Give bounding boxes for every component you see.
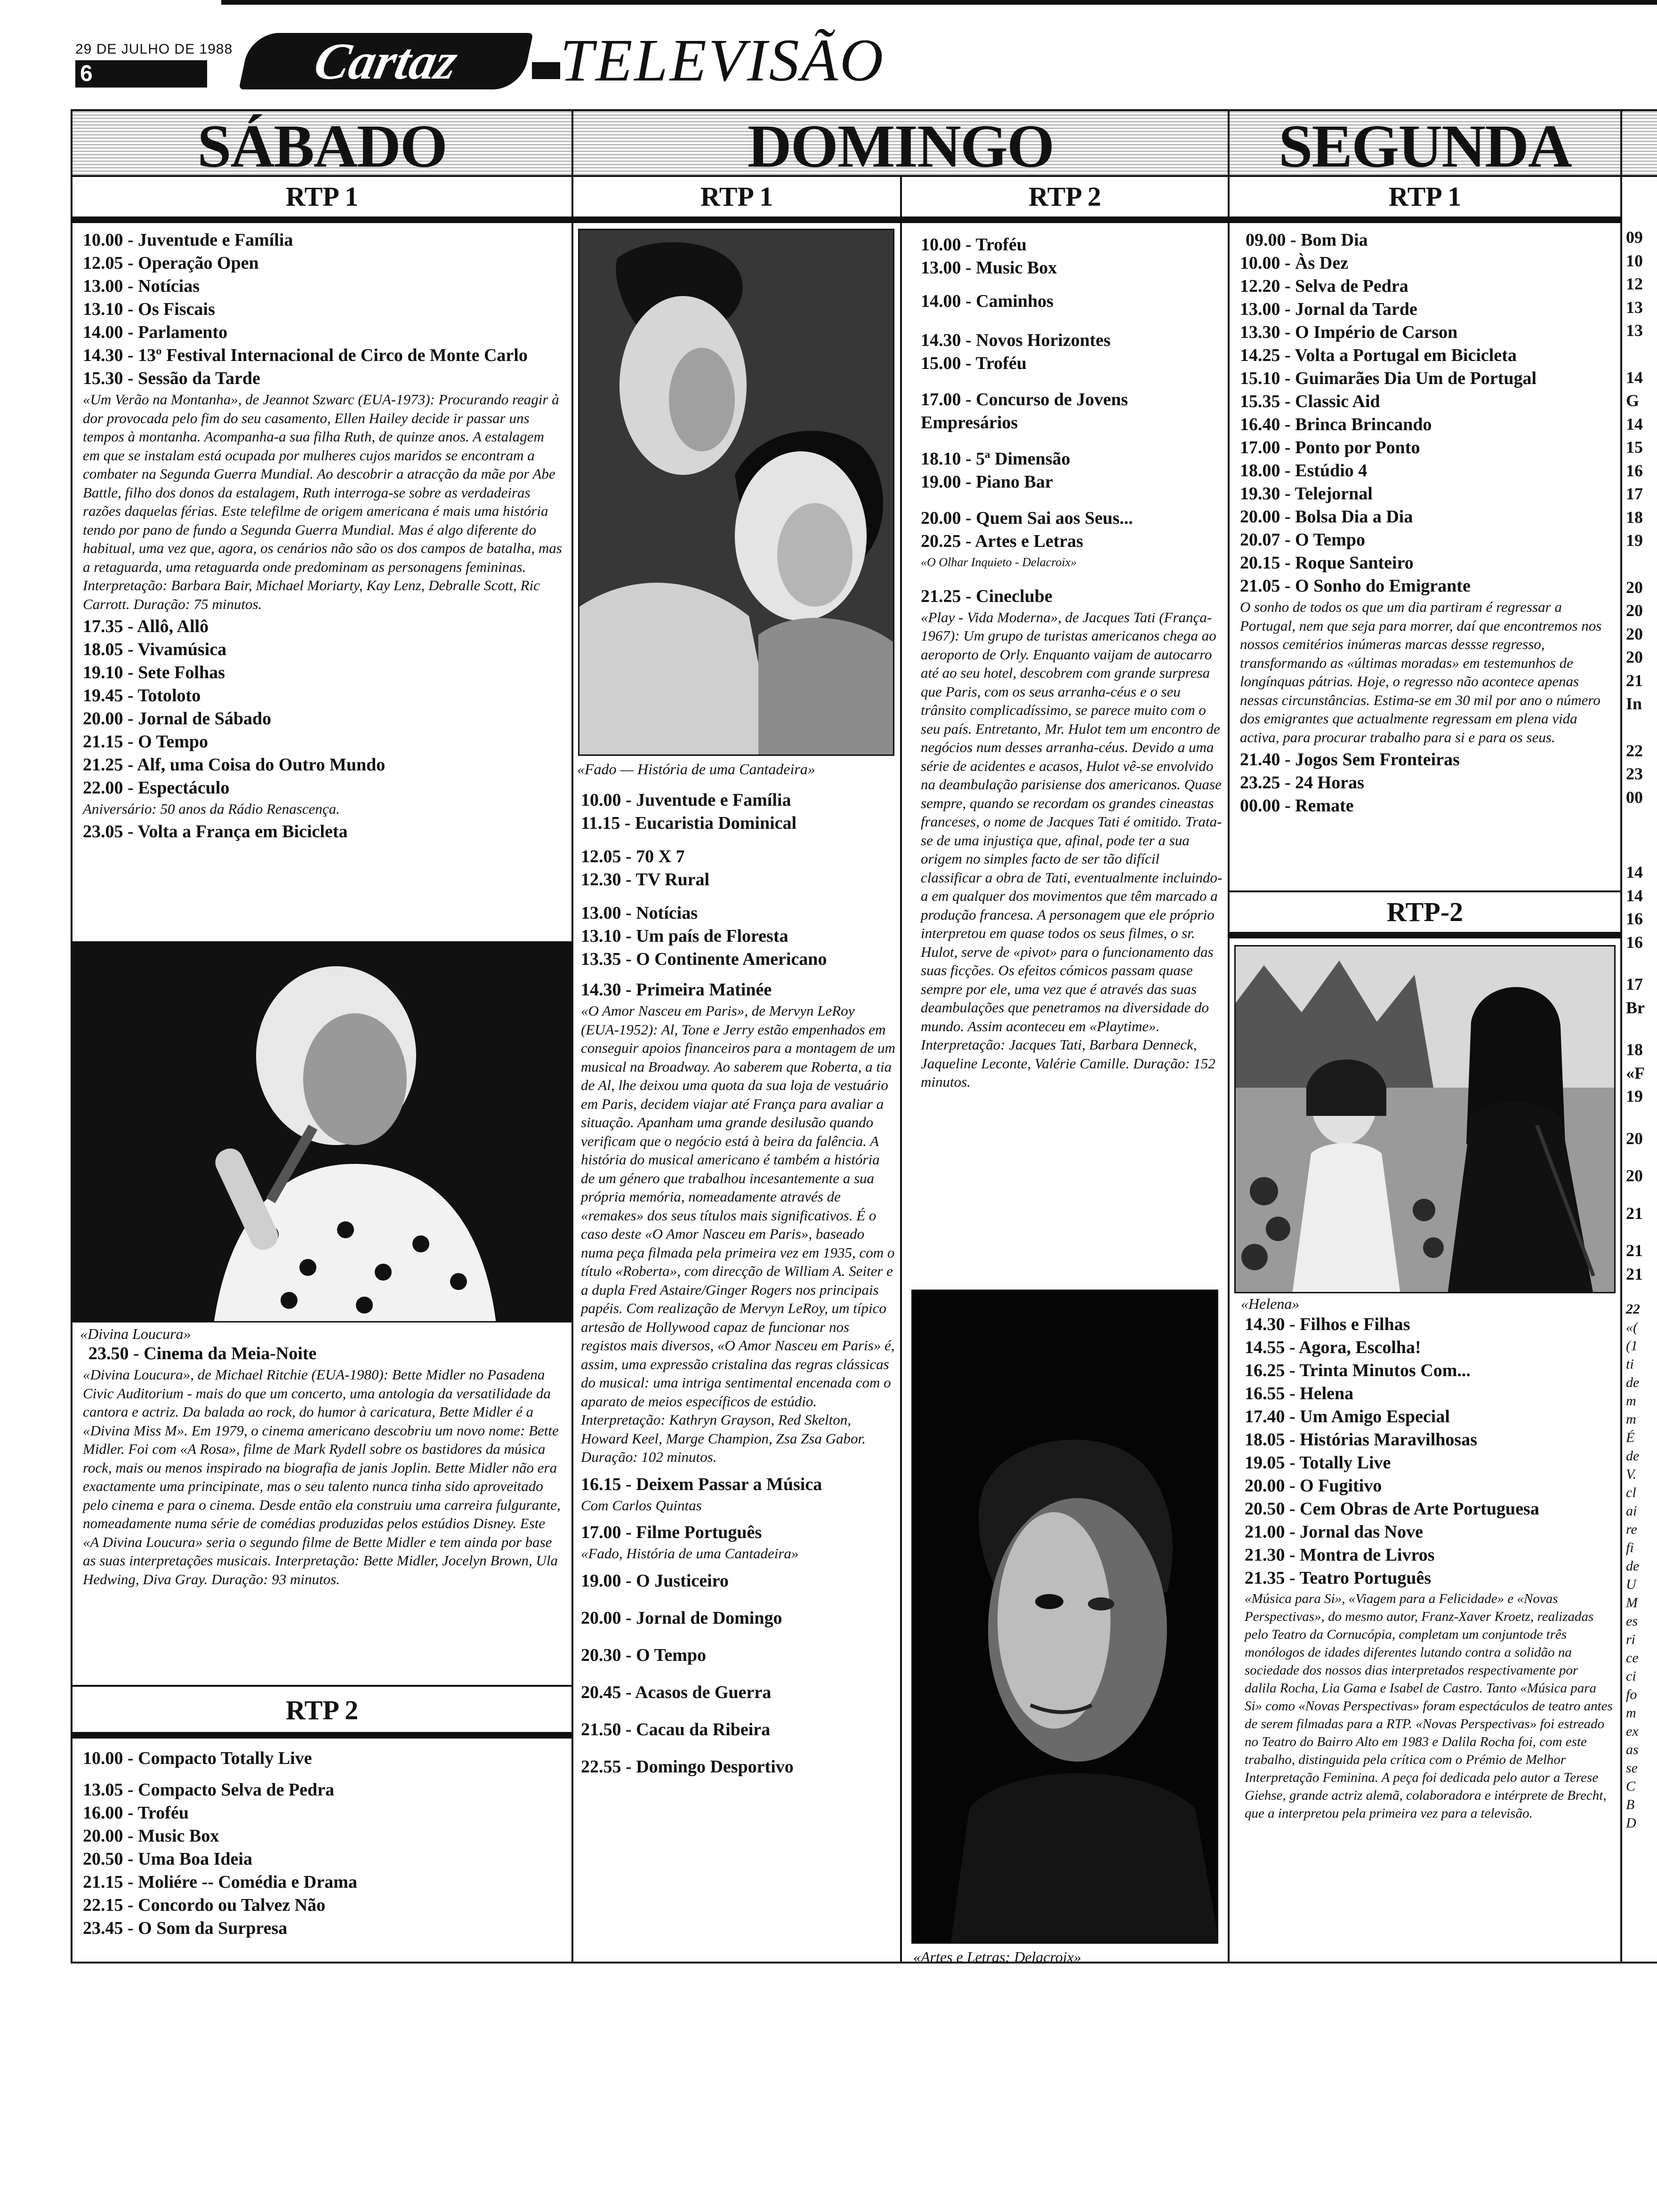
program-item: 22.15 - Concordo ou Talvez Não: [83, 1895, 326, 1915]
fragment: M: [1626, 1595, 1638, 1611]
fragment: In: [1626, 694, 1642, 713]
program-description: Com Carlos Quintas: [581, 1497, 702, 1514]
top-rule: [221, 0, 1657, 5]
program-item: 15.00 - Troféu: [921, 353, 1027, 373]
program-item: 21.30 - Montra de Livros: [1245, 1545, 1435, 1565]
fragment: Br: [1626, 998, 1645, 1017]
program-item: 16.25 - Trinta Minutos Com...: [1245, 1361, 1471, 1380]
program-item: 17.35 - Allô, Allô: [83, 617, 209, 636]
program-item: 15.35 - Classic Aid: [1240, 392, 1380, 411]
fragment: 21: [1626, 671, 1643, 690]
program-item: 12.05 - Operação Open: [83, 253, 259, 273]
program-item: 21.00 - Jornal das Nove: [1245, 1522, 1423, 1542]
program-item: 19.10 - Sete Folhas: [83, 663, 225, 682]
program-description: «Música para Si», «Viagem para a Felicidade» e «Novas Perspectivas», do mesmo autor, Franz-Xaver Kroetz, realizadas pelo Teatro da Cornucópia, completam um conjuntode três monólogos de idades diferentes lutando contra a solidão na sociedade dos nossos dias interpretados respectivamente por dalila Rocha, Lia Gama e Isabel de Castro. Tanto «Música para Si» como «Novas Perspectivas» foram espectáculos de teatro antes de serem filmadas para a RTP. «Novas Perspectivas» foi estreado no Teatro do Bairro Alto em 1983 e Dalila Rocha foi, com este trabalho, distinguida pela crítica com o Prémio de Melhor Interpretação Feminina. A peça foi dedicada pelo autor a Terese Giehse, grande actriz alemã, colaboradora e intérprete de Brecht, que a interpretou pela primeira vez para a televisão.: [1245, 1591, 1613, 1821]
program-item: 23.25 - 24 Horas: [1240, 773, 1364, 793]
program-item: 14.25 - Volta a Portugal em Bicicleta: [1240, 345, 1517, 365]
program-item: 20.07 - O Tempo: [1240, 530, 1366, 550]
fragment: de: [1626, 1558, 1640, 1574]
fragment: 20: [1626, 601, 1643, 620]
program-item: 14.55 - Agora, Escolha!: [1245, 1338, 1421, 1357]
photo-caption: «Artes e Letras: Delacroix»: [913, 1948, 1081, 1965]
program-item: 19.00 - Piano Bar: [921, 472, 1053, 492]
channel-title: RTP 1: [1230, 177, 1620, 223]
program-item: 13.35 - O Continente Americano: [581, 949, 827, 969]
fragment: re: [1626, 1522, 1637, 1537]
photo-helena: [1234, 945, 1616, 1293]
fragment: 00: [1626, 787, 1643, 807]
program-item: 21.15 - O Tempo: [83, 732, 209, 752]
program-item: 23.05 - Volta a França em Bicicleta: [83, 821, 348, 842]
fragment: 15: [1626, 438, 1643, 457]
fragment: V.: [1626, 1467, 1636, 1482]
program-item: 20.25 - Artes e Letras: [921, 531, 1084, 551]
program-description: «Play - Vida Moderna», de Jacques Tati (França-1967): Um grupo de turistas americanos chega ao aeroporto de Orly. Enquanto vaijam de autocarro até ao seu hotel, descobrem com grande surpresa que Paris, com os seus arranha-céus e o seu trânsito complicadíssimo, se parece muito com o seu país. Entretanto, Mr. Hulot tem um encontro de negócios num desses arranha-céus. Devido a uma série de acidentes e acasos, Hulot vê-se envolvido na deambulação parisiense dos americanos. Quase sempre, quando se recordam os grandes cineastas franceses, o nome de Jacques Tati é omitido. Trata-se de uma injustiça que, afinal, pode ter a sua origem no simples facto de ser tão difícil classificar a obra de Tati, eventualmente incluindo-a em qualquer dos movimentos que têm marcado a produção francesa. A personagem que ele próprio interpretou em quase todos os seus filmes, o sr. Hulot, serve de «pivot» para o funcionamento das suas ficções. Os efeitos cómicos passam quase sempre por ele, uma vez que é através das suas deambulações que penetramos na diversidade do mundo. Assim aconteceu em «Playtime». Interpretação: Jacques Tati, Barbara Denneck, Jaqueline Leconte, Valérie Camille. Duração: 152 minutos.: [921, 609, 1223, 1090]
program-item: 13.30 - O Império de Carson: [1240, 322, 1458, 342]
program-item: 20.00 - Bolsa Dia a Dia: [1240, 507, 1413, 527]
program-item: 10.00 - Juventude e Família: [83, 230, 293, 250]
photo-caption: «Fado — História de uma Cantadeira»: [577, 761, 815, 777]
program-item: 14.30 - Filhos e Filhas: [1245, 1314, 1410, 1334]
channel-title: RTP-2: [1230, 892, 1620, 938]
fragment: 20: [1626, 577, 1643, 597]
fragment: 20: [1626, 1129, 1643, 1148]
fragment: se: [1626, 1760, 1638, 1776]
program-item: 16.00 - Troféu: [83, 1803, 189, 1823]
page-number: 6: [75, 60, 207, 88]
fragment: D: [1626, 1815, 1636, 1831]
program-item: 21.05 - O Sonho do Emigrante: [1240, 576, 1471, 596]
program-item: 14.30 - Primeira Matinée: [581, 980, 772, 1000]
fragment: 22: [1626, 1301, 1640, 1317]
sabado-rtp1-late: [72, 1342, 571, 1681]
program-item: 19.45 - Totoloto: [83, 686, 201, 705]
fragment: 21: [1626, 1264, 1643, 1283]
fragment: 18: [1626, 1040, 1643, 1059]
program-item: 21.35 - Teatro Português: [1245, 1568, 1432, 1588]
photo-divina-loucura: [72, 941, 571, 1322]
program-item: 10.00 - Juventude e Família: [581, 790, 791, 810]
fragment: 14: [1626, 886, 1643, 905]
program-item: 11.15 - Eucaristia Dominical: [581, 813, 797, 833]
program-item: 21.50 - Cacau da Ribeira: [581, 1719, 771, 1739]
program-item: 20.00 - Quem Sai aos Seus...: [921, 508, 1133, 528]
day-header-domingo: DOMINGO: [573, 111, 1228, 177]
program-item: 10.00 - Compacto Totally Live: [83, 1748, 312, 1768]
program-item: 23.45 - O Som da Surpresa: [83, 1918, 288, 1938]
edge-column-fragments: [1622, 226, 1657, 1958]
segunda-rtp2-list: [1230, 1313, 1620, 1963]
program-description: «Fado, História de uma Cantadeira»: [581, 1545, 799, 1562]
photo-caption: «Helena»: [1241, 1295, 1300, 1312]
fragment: ai: [1626, 1503, 1637, 1519]
program-item: 20.50 - Uma Boa Ideia: [83, 1849, 252, 1869]
sabado-rtp2-column: [72, 1687, 571, 1964]
photo-image: [579, 230, 894, 756]
program-item: 19.30 - Telejornal: [1240, 484, 1373, 504]
cartaz-logo: Cartaz: [239, 33, 533, 89]
program-item: 13.00 - Notícias: [581, 903, 698, 923]
program-item: 20.00 - Jornal de Domingo: [581, 1608, 782, 1628]
fragment: 17: [1626, 975, 1643, 994]
program-item: 13.10 - Os Fiscais: [83, 299, 215, 319]
photo-image: [1236, 946, 1616, 1293]
program-item: 12.05 - 70 X 7: [581, 847, 685, 866]
fragment: as: [1626, 1742, 1639, 1757]
fragment: ti: [1626, 1356, 1634, 1372]
photo-delacroix: [911, 1290, 1218, 1944]
fragment: ri: [1626, 1632, 1636, 1647]
fragment: 18: [1626, 507, 1643, 527]
program-item: 18.10 - 5ª Dimensão: [921, 449, 1070, 469]
photo-caption: «Divina Loucura»: [80, 1325, 191, 1342]
channel-title: RTP 2: [902, 177, 1228, 223]
fragment: cl: [1626, 1485, 1636, 1500]
day-header-segunda: SEGUNDA: [1230, 111, 1620, 177]
fragment: 22: [1626, 741, 1643, 760]
program-item: 09.00 - Bom Dia: [1246, 230, 1368, 250]
program-item: 21.25 - Cineclube: [921, 586, 1053, 606]
program-item: 13.00 - Music Box: [921, 258, 1057, 278]
fragment: 14: [1626, 368, 1643, 387]
fragment: 13: [1626, 297, 1643, 317]
fragment: «(: [1626, 1320, 1638, 1335]
domingo-rtp1-column: [573, 177, 900, 1964]
program-item: 22.00 - Espectáculo: [83, 778, 230, 798]
program-item: 21.15 - Moliére -- Comédia e Drama: [83, 1872, 357, 1892]
program-item: 20.00 - Jornal de Sábado: [83, 709, 272, 729]
fragment: 16: [1626, 909, 1643, 928]
program-description: «Um Verão na Montanha», de Jeannot Szwarc (EUA-1973): Procurando reagir à dor provocada pelo fim do seu casamento, Ellen Hailey decide ir passar uns tempos à montanha. Acompanha-a sua filha Ruth, de quinze anos. A estalagem em que se instalam está ocupada por mulheres cujos maridos se encontram a combater na Segunda Guerra Mundial. Ao descobrir a atracção da mãe por Abe Battle, filho dos donos da estalagem, Ruth interroga-se sobre as verdadeiras razões daquelas férias. Este telefilme de origem americana é mais uma história tendo por pano de fundo a Segunda Guerra Mundial. Mas é algo diferente do habitual, uma vez que, agora, os cenários não são os dos campos de batalha, mas a retaguarda, uma retaguarda onde predominam as personagens femininas. Interpretação: Barbara Bair, Michael Moriarty, Kay Lenz, Debralle Scott, Ric Carrott. Duração: 75 minutos.: [83, 391, 562, 612]
fragment: es: [1626, 1613, 1638, 1629]
fragment: 12: [1626, 274, 1643, 293]
day-header-sabado: SÁBADO: [72, 111, 571, 177]
fragment: 16: [1626, 932, 1643, 952]
program-item: 21.25 - Alf, uma Coisa do Outro Mundo: [83, 755, 386, 775]
program-item: 13.10 - Um país de Floresta: [581, 926, 788, 946]
program-item: 13.05 - Compacto Selva de Pedra: [83, 1780, 335, 1800]
program-item: 20.30 - O Tempo: [581, 1645, 707, 1665]
fragment: C: [1626, 1779, 1636, 1794]
program-item: 10.00 - Às Dez: [1240, 253, 1349, 273]
program-item: 18.05 - Histórias Maravilhosas: [1245, 1430, 1477, 1450]
program-item: 17.00 - Filme Português: [581, 1523, 762, 1542]
fragment: 13: [1626, 321, 1643, 340]
photo-fado: [578, 229, 894, 756]
fragment: 17: [1626, 484, 1643, 503]
program-item: 14.30 - Novos Horizontes: [921, 330, 1111, 350]
program-item: 15.10 - Guimarães Dia Um de Portugal: [1240, 369, 1537, 388]
issue-date: 29 DE JULHO DE 1988: [75, 41, 233, 57]
program-description: «Divina Loucura», de Michael Ritchie (EUA-1980): Bette Midler no Pasadena Civic Auditorium - mais do que um concerto, uma antologia da versatilidade da cantora e actriz. Da balada ao rock, do humor à caricatura, Bette Midler é a «Divina Miss M». Em 1979, o cinema americano descobriu um novo nome: Bette Midler. Foi com «A Rosa», filme de Mark Rydell sobre os bastidores da música rock, mais ou menos inspirado na biografia de janis Joplin. Bette Midler não era exactamente uma principinate, mas o seu talento nunca tinha sido aproveitado pelo cinema e para o cinema. Desde então ela construiu uma carreira fulgurante, nomeadamente numa série de comédias produzidas pelos estúdios Disney. Este «A Divina Loucura» seria o segundo filme de Bette Midler e tem ainda por base as suas interpretações musicais. Interpretação: Bette Midler, Jocelyn Brown, Ula Hedwing, Diva Gray. Duração: 93 minutos.: [83, 1366, 561, 1587]
fragment: ce: [1626, 1650, 1639, 1666]
fragment: 23: [1626, 764, 1643, 783]
program-item: 13.00 - Notícias: [83, 276, 200, 296]
fragment: 21: [1626, 1203, 1643, 1223]
fragment: m: [1626, 1705, 1636, 1721]
program-item: 16.15 - Deixem Passar a Música: [581, 1474, 822, 1494]
program-item: 22.55 - Domingo Desportivo: [581, 1756, 794, 1777]
fragment: 14: [1626, 863, 1643, 882]
program-item: 00.00 - Remate: [1240, 796, 1354, 816]
fragment: 19: [1626, 1087, 1643, 1106]
program-item: 20.00 - O Fugitivo: [1245, 1476, 1382, 1496]
photo-image: [913, 1291, 1218, 1944]
fragment: 16: [1626, 461, 1643, 480]
program-description: O sonho de todos os que um dia partiram é regressar a Portugal, nem que seja para morrer, daí que encontremos nos nossos cemitérios inúmeras marcas dessse regresso, transformando as «últimas moradas» em testemunhos de longínquas pátrias. Hoje, o regresso não acontece apenas nessas circunstâncias. Estima-se em 30 mil por ano o número dos emigrantes que actualmente regressam em plena vida activa, para procurar trabalho para si e para os seus.: [1240, 599, 1602, 745]
fragment: G: [1626, 391, 1640, 410]
fragment: «F: [1626, 1063, 1645, 1082]
channel-title: RTP 1: [573, 177, 900, 223]
program-item: 14.00 - Parlamento: [83, 322, 228, 342]
program-description: Aniversário: 50 anos da Rádio Renascença.: [83, 801, 340, 817]
program-item: 14.00 - Caminhos: [921, 291, 1054, 311]
program-description: «O Olhar Inquieto - Delacroix»: [921, 555, 1077, 569]
channel-title: RTP 2: [72, 1687, 571, 1739]
program-item: 20.15 - Roque Santeiro: [1240, 553, 1414, 573]
fragment: m: [1626, 1393, 1636, 1409]
fragment: 20: [1626, 624, 1643, 643]
photo-image: [72, 943, 571, 1322]
day-header-next: [1622, 111, 1657, 177]
program-item: 20.00 - Music Box: [83, 1826, 219, 1846]
fragment: 14: [1626, 414, 1643, 433]
fragment: m: [1626, 1411, 1636, 1427]
fragment: 20: [1626, 1166, 1643, 1185]
logo-rule: [532, 62, 560, 79]
program-item: 12.20 - Selva de Pedra: [1240, 276, 1408, 296]
section-title: TELEVISÃO: [560, 27, 885, 94]
program-item: 18.00 - Estúdio 4: [1240, 461, 1367, 481]
fragment: 20: [1626, 648, 1643, 666]
fragment: U: [1626, 1577, 1636, 1592]
fragment: fo: [1626, 1687, 1637, 1702]
program-item: 19.05 - Totally Live: [1245, 1453, 1391, 1473]
program-item: 15.30 - Sessão da Tarde: [83, 369, 260, 388]
program-item: 17.00 - Concurso de Jovens Empresários: [921, 390, 1128, 433]
fragment: ci: [1626, 1668, 1636, 1684]
program-item: 18.05 - Vivamúsica: [83, 640, 227, 659]
fragment: de: [1626, 1448, 1640, 1464]
program-item: 23.50 - Cinema da Meia-Noite: [88, 1344, 317, 1363]
segunda-rtp1-column: [1230, 177, 1620, 892]
program-item: 20.50 - Cem Obras de Arte Portuguesa: [1245, 1499, 1539, 1519]
program-item: 20.45 - Acasos de Guerra: [581, 1682, 772, 1702]
fragment: fi: [1626, 1540, 1634, 1555]
program-item: 17.00 - Ponto por Ponto: [1240, 438, 1420, 457]
program-item: 14.30 - 13º Festival Internacional de Circo de Monte Carlo: [83, 345, 528, 365]
fragment: B: [1626, 1797, 1635, 1812]
program-item: 21.40 - Jogos Sem Fronteiras: [1240, 750, 1460, 769]
fragment: ex: [1626, 1723, 1639, 1739]
fragment: 10: [1626, 251, 1643, 270]
program-item: 17.40 - Um Amigo Especial: [1245, 1407, 1450, 1427]
fragment: 09: [1626, 228, 1643, 247]
program-item: 16.40 - Brinca Brincando: [1240, 415, 1432, 434]
program-item: 13.00 - Jornal da Tarde: [1240, 299, 1417, 319]
program-item: 10.00 - Troféu: [921, 235, 1027, 255]
fragment: de: [1626, 1375, 1640, 1390]
fragment: 19: [1626, 531, 1643, 550]
fragment: 21: [1626, 1241, 1643, 1260]
program-item: 19.00 - O Justiceiro: [581, 1571, 729, 1591]
channel-title: RTP 1: [72, 177, 571, 223]
program-item: 12.30 - TV Rural: [581, 870, 710, 890]
program-description: «O Amor Nasceu em Paris», de Mervyn LeRoy (EUA-1952): Al, Tone e Jerry estão empenhados em conseguir apoios financeiros para a montagem de um musical na Broadway. Ao saberem que Roberta, a tia de Al, lhe deixou uma quota da sua loja de vestuário em Paris, decidem viajar até França para avaliar a situação. Apanham uma grande desilusão quando verificam que o negócio está à beira da falência. A história do musical americano é também a história de um género que trabalhou incesantemente a sua própria memória, nomeadamente através de «remakes» dos seus títulos mais significativos. É o caso deste «O Amor Nasceu em Paris», baseado numa peça filmada pela primeira vez em 1935, com o título «Roberta», com direcção de William A. Seiter e a dupla Fred Astaire/Ginger Rogers nos principais papéis. Com realização de Mervyn LeRoy, um típico artesão de Hollywood capaz de funcionar nos registos mais diversos, «O Amor Nasceu em Paris» é, assim, uma expressão cristalina das regras clássicas do musical: uma intriga sentimental encenada com o aparato de meios específicos de estúdio. Interpretação: Kathryn Grayson, Red Skelton, Howard Keel, Marge Champion, Zsa Zsa Gabor. Duração: 102 minutos.: [581, 1002, 895, 1465]
fragment: (1: [1626, 1338, 1638, 1354]
program-item: 16.55 - Helena: [1245, 1384, 1354, 1403]
fragment: É: [1626, 1430, 1635, 1445]
